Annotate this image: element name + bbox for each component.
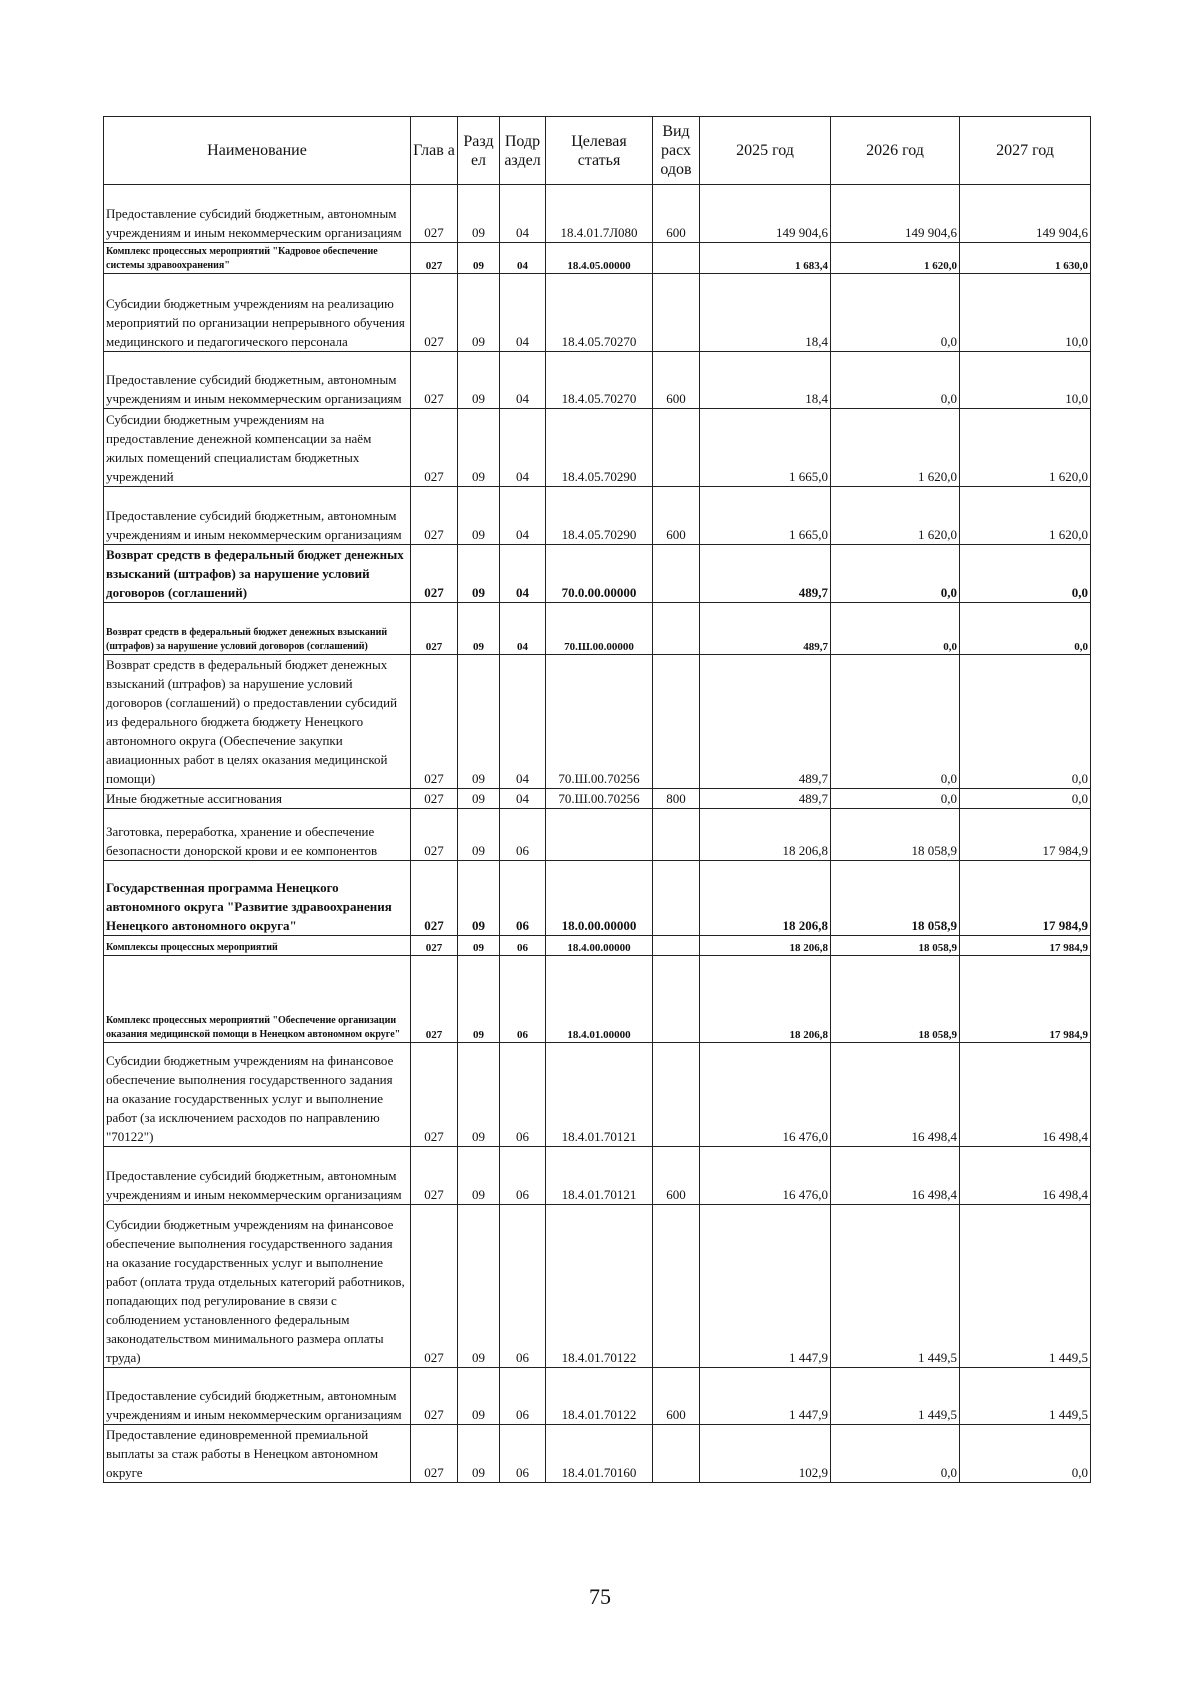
cell-name: Возврат средств в федеральный бюджет денежных взысканий (штрафов) за нарушение условий договоров (соглашений) о предоставлении субсидий из федерального бюджета бюджету Ненецкого автономного округа (Обеспечение закупки авиационных работ в целях оказания медицинской помощи) [104,655,411,789]
cell-y2025: 18 206,8 [700,809,831,861]
cell-name: Предоставление единовременной премиальной выплаты за стаж работы в Ненецком автономном округе [104,1425,411,1483]
cell-name: Предоставление субсидий бюджетным, автономным учреждениям и иным некоммерческим организациям [104,185,411,243]
cell-podrazdel: 04 [500,603,546,655]
cell-y2026: 0,0 [831,545,960,603]
cell-y2027: 17 984,9 [960,809,1091,861]
cell-razdel: 09 [458,409,500,487]
cell-y2025: 1 683,4 [700,243,831,274]
cell-podrazdel: 06 [500,861,546,936]
cell-y2025: 18,4 [700,352,831,409]
cell-y2025: 1 447,9 [700,1368,831,1425]
cell-name: Субсидии бюджетным учреждениям на финансовое обеспечение выполнения государственного задания на оказание государственных услуг и выполнение работ (за исключением расходов по направлению "70122") [104,1043,411,1147]
cell-razdel: 09 [458,603,500,655]
cell-podrazdel: 06 [500,1043,546,1147]
cell-vid [653,274,700,352]
cell-y2026: 1 449,5 [831,1368,960,1425]
cell-razdel: 09 [458,487,500,545]
cell-vid: 600 [653,487,700,545]
cell-glava: 027 [411,936,458,956]
cell-y2025: 489,7 [700,655,831,789]
header-2027: 2027 год [960,117,1091,185]
cell-y2026: 1 620,0 [831,409,960,487]
cell-y2027: 1 620,0 [960,487,1091,545]
cell-y2027: 1 449,5 [960,1368,1091,1425]
cell-razdel: 09 [458,789,500,809]
cell-podrazdel: 06 [500,1205,546,1368]
cell-name: Комплекс процессных мероприятий "Кадровое обеспечение системы здравоохранения" [104,243,411,274]
cell-y2025: 149 904,6 [700,185,831,243]
cell-y2025: 18 206,8 [700,956,831,1043]
cell-glava: 027 [411,956,458,1043]
cell-y2026: 0,0 [831,789,960,809]
cell-target: 18.0.00.00000 [546,861,653,936]
table-row [104,1205,1091,1368]
cell-glava: 027 [411,789,458,809]
cell-y2026: 18 058,9 [831,809,960,861]
page-number: 75 [589,1584,611,1609]
cell-target: 18.4.05.70290 [546,409,653,487]
cell-y2026: 0,0 [831,352,960,409]
budget-table-sheet [103,116,1090,1483]
cell-podrazdel: 04 [500,789,546,809]
cell-glava: 027 [411,352,458,409]
cell-target: 18.4.01.70122 [546,1205,653,1368]
cell-name: Субсидии бюджетным учреждениям на предоставление денежной компенсации за наём жилых помещений специалистам бюджетных учреждений [104,409,411,487]
table-header-row [104,117,1091,185]
cell-y2027: 17 984,9 [960,956,1091,1043]
cell-name: Предоставление субсидий бюджетным, автономным учреждениям и иным некоммерческим организациям [104,352,411,409]
cell-podrazdel: 06 [500,956,546,1043]
cell-razdel: 09 [458,243,500,274]
cell-glava: 027 [411,655,458,789]
cell-vid [653,1205,700,1368]
header-2025: 2025 год [700,117,831,185]
table-row [104,243,1091,274]
cell-razdel: 09 [458,956,500,1043]
cell-name: Возврат средств в федеральный бюджет денежных взысканий (штрафов) за нарушение условий договоров (соглашений) [104,545,411,603]
cell-name: Предоставление субсидий бюджетным, автономным учреждениям и иным некоммерческим организациям [104,487,411,545]
cell-vid: 800 [653,789,700,809]
cell-vid: 600 [653,185,700,243]
cell-podrazdel: 06 [500,809,546,861]
cell-y2027: 1 630,0 [960,243,1091,274]
table-row [104,185,1091,243]
cell-y2027: 0,0 [960,655,1091,789]
table-row [104,1368,1091,1425]
table-row [104,603,1091,655]
table-row [104,274,1091,352]
cell-glava: 027 [411,545,458,603]
cell-vid: 600 [653,1147,700,1205]
cell-glava: 027 [411,1368,458,1425]
cell-target [546,809,653,861]
cell-y2025: 18,4 [700,274,831,352]
cell-vid [653,1043,700,1147]
cell-glava: 027 [411,274,458,352]
cell-name: Государственная программа Ненецкого автономного округа "Развитие здравоохранения Ненецкого автономного округа" [104,861,411,936]
cell-podrazdel: 04 [500,185,546,243]
table-row [104,352,1091,409]
cell-razdel: 09 [458,1205,500,1368]
cell-glava: 027 [411,1425,458,1483]
table-row [104,487,1091,545]
header-name: Наименование [104,117,411,185]
cell-y2026: 0,0 [831,1425,960,1483]
table-row [104,1147,1091,1205]
header-2026: 2026 год [831,117,960,185]
cell-target: 18.4.01.00000 [546,956,653,1043]
cell-y2026: 16 498,4 [831,1147,960,1205]
cell-glava: 027 [411,487,458,545]
cell-y2025: 1 665,0 [700,487,831,545]
cell-y2027: 0,0 [960,789,1091,809]
cell-y2027: 0,0 [960,603,1091,655]
cell-y2027: 16 498,4 [960,1147,1091,1205]
cell-y2025: 102,9 [700,1425,831,1483]
cell-name: Предоставление субсидий бюджетным, автономным учреждениям и иным некоммерческим организациям [104,1368,411,1425]
header-vid: Вид расх одов [653,117,700,185]
header-razdel: Разд ел [458,117,500,185]
table-row [104,545,1091,603]
cell-target: 70.Ш.00.70256 [546,789,653,809]
cell-glava: 027 [411,185,458,243]
table-row [104,861,1091,936]
cell-target: 18.4.01.70160 [546,1425,653,1483]
table-row [104,1043,1091,1147]
cell-y2027: 17 984,9 [960,861,1091,936]
cell-podrazdel: 06 [500,1368,546,1425]
cell-name: Предоставление субсидий бюджетным, автономным учреждениям и иным некоммерческим организациям [104,1147,411,1205]
cell-y2026: 0,0 [831,274,960,352]
cell-vid [653,861,700,936]
cell-podrazdel: 04 [500,545,546,603]
cell-podrazdel: 04 [500,274,546,352]
cell-razdel: 09 [458,1043,500,1147]
header-target: Целевая статья [546,117,653,185]
cell-y2025: 1 447,9 [700,1205,831,1368]
cell-razdel: 09 [458,185,500,243]
cell-y2026: 149 904,6 [831,185,960,243]
cell-glava: 027 [411,243,458,274]
cell-vid [653,243,700,274]
table-row [104,1425,1091,1483]
cell-vid [653,809,700,861]
cell-target: 18.4.01.70121 [546,1147,653,1205]
cell-glava: 027 [411,1205,458,1368]
table-row [104,936,1091,956]
cell-podrazdel: 04 [500,352,546,409]
cell-glava: 027 [411,409,458,487]
cell-vid [653,956,700,1043]
cell-y2026: 1 620,0 [831,243,960,274]
cell-name: Заготовка, переработка, хранение и обеспечение безопасности донорской крови и ее компонентов [104,809,411,861]
cell-y2025: 16 476,0 [700,1147,831,1205]
cell-razdel: 09 [458,936,500,956]
cell-y2027: 0,0 [960,1425,1091,1483]
cell-name: Субсидии бюджетным учреждениям на реализацию мероприятий по организации непрерывного обучения медицинского и педагогического персонала [104,274,411,352]
cell-name: Возврат средств в федеральный бюджет денежных взысканий (штрафов) за нарушение условий договоров (соглашений) [104,603,411,655]
cell-name: Субсидии бюджетным учреждениям на финансовое обеспечение выполнения государственного задания на оказание государственных услуг и выполнение работ (оплата труда отдельных категорий работников, попадающих под регулирование в связи с соблюдением установленного федеральным законодательством минимального размера оплаты труда) [104,1205,411,1368]
cell-name: Комплексы процессных мероприятий [104,936,411,956]
cell-glava: 027 [411,809,458,861]
cell-razdel: 09 [458,274,500,352]
header-podrazdel: Подр аздел [500,117,546,185]
table-row [104,789,1091,809]
table-row [104,809,1091,861]
cell-y2026: 18 058,9 [831,861,960,936]
cell-y2026: 18 058,9 [831,936,960,956]
cell-y2025: 489,7 [700,545,831,603]
cell-razdel: 09 [458,1368,500,1425]
cell-podrazdel: 04 [500,409,546,487]
cell-razdel: 09 [458,545,500,603]
cell-razdel: 09 [458,809,500,861]
cell-razdel: 09 [458,352,500,409]
cell-target: 18.4.05.70290 [546,487,653,545]
cell-vid [653,1425,700,1483]
cell-vid [653,545,700,603]
cell-target: 18.4.05.00000 [546,243,653,274]
cell-y2027: 16 498,4 [960,1043,1091,1147]
budget-table [103,116,1091,1483]
cell-y2025: 1 665,0 [700,409,831,487]
cell-vid: 600 [653,1368,700,1425]
cell-glava: 027 [411,1147,458,1205]
cell-podrazdel: 06 [500,936,546,956]
cell-razdel: 09 [458,861,500,936]
table-row [104,956,1091,1043]
cell-target: 18.4.05.70270 [546,274,653,352]
cell-target: 70.Ш.00.70256 [546,655,653,789]
cell-podrazdel: 06 [500,1425,546,1483]
cell-y2027: 0,0 [960,545,1091,603]
cell-y2025: 16 476,0 [700,1043,831,1147]
cell-vid [653,936,700,956]
cell-y2027: 149 904,6 [960,185,1091,243]
cell-razdel: 09 [458,655,500,789]
cell-target: 18.4.01.70122 [546,1368,653,1425]
cell-vid [653,603,700,655]
cell-razdel: 09 [458,1147,500,1205]
cell-y2025: 18 206,8 [700,936,831,956]
cell-y2027: 10,0 [960,274,1091,352]
cell-target: 18.4.05.70270 [546,352,653,409]
cell-glava: 027 [411,861,458,936]
cell-target: 70.0.00.00000 [546,545,653,603]
cell-y2027: 17 984,9 [960,936,1091,956]
cell-y2026: 16 498,4 [831,1043,960,1147]
cell-target: 18.4.00.00000 [546,936,653,956]
cell-glava: 027 [411,603,458,655]
cell-vid: 600 [653,352,700,409]
header-glava: Глав а [411,117,458,185]
cell-target: 70.Ш.00.00000 [546,603,653,655]
table-row [104,409,1091,487]
cell-podrazdel: 04 [500,243,546,274]
cell-y2025: 489,7 [700,603,831,655]
cell-y2027: 1 620,0 [960,409,1091,487]
cell-y2027: 1 449,5 [960,1205,1091,1368]
cell-y2026: 18 058,9 [831,956,960,1043]
cell-name: Комплекс процессных мероприятий "Обеспечение организации оказания медицинской помощи в Ненецком автономном округе" [104,956,411,1043]
table-row [104,655,1091,789]
cell-y2025: 18 206,8 [700,861,831,936]
cell-target: 18.4.01.7Л080 [546,185,653,243]
cell-podrazdel: 04 [500,655,546,789]
cell-podrazdel: 06 [500,1147,546,1205]
cell-y2025: 489,7 [700,789,831,809]
cell-y2026: 0,0 [831,655,960,789]
cell-vid [653,655,700,789]
cell-name: Иные бюджетные ассигнования [104,789,411,809]
cell-y2026: 0,0 [831,603,960,655]
cell-glava: 027 [411,1043,458,1147]
cell-y2027: 10,0 [960,352,1091,409]
cell-y2026: 1 620,0 [831,487,960,545]
cell-y2026: 1 449,5 [831,1205,960,1368]
cell-razdel: 09 [458,1425,500,1483]
cell-target: 18.4.01.70121 [546,1043,653,1147]
cell-podrazdel: 04 [500,487,546,545]
cell-vid [653,409,700,487]
